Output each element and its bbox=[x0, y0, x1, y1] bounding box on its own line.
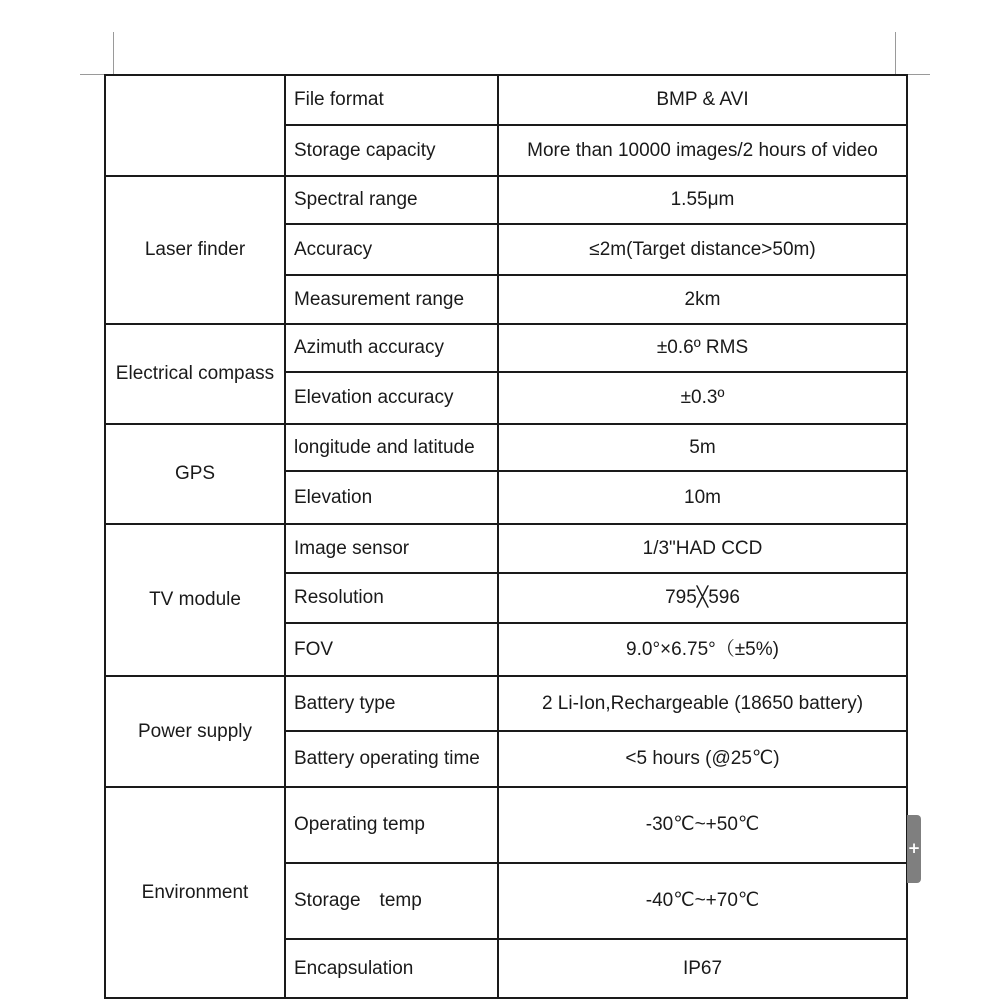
category-cell: Power supply bbox=[105, 676, 285, 787]
param-cell: Resolution bbox=[285, 573, 498, 623]
param-cell: longitude and latitude bbox=[285, 424, 498, 471]
param-cell: File format bbox=[285, 75, 498, 125]
value-cell: 2 Li-Ion,Rechargeable (18650 battery) bbox=[498, 676, 907, 731]
spec-table bbox=[104, 74, 908, 999]
value-cell: -30℃~+50℃ bbox=[498, 787, 907, 863]
expand-side-tab[interactable] bbox=[907, 815, 921, 883]
category-cell: Environment bbox=[105, 787, 285, 998]
category-cell: Laser finder bbox=[105, 176, 285, 324]
value-cell: ±0.6º RMS bbox=[498, 324, 907, 372]
param-cell: Measurement range bbox=[285, 275, 498, 324]
param-cell: Operating temp bbox=[285, 787, 498, 863]
value-cell: 2km bbox=[498, 275, 907, 324]
param-cell: Accuracy bbox=[285, 224, 498, 275]
crop-mark-left-vertical bbox=[113, 32, 114, 74]
plus-icon[interactable]: + bbox=[907, 839, 921, 857]
value-cell: 1/3"HAD CCD bbox=[498, 524, 907, 573]
table-row bbox=[105, 676, 907, 731]
value-cell: 9.0°×6.75°（±5%) bbox=[498, 623, 907, 676]
param-cell: Image sensor bbox=[285, 524, 498, 573]
table-row bbox=[105, 787, 907, 863]
category-cell: GPS bbox=[105, 424, 285, 524]
param-cell: FOV bbox=[285, 623, 498, 676]
param-cell: Encapsulation bbox=[285, 939, 498, 998]
crop-mark-right-horizontal bbox=[906, 74, 930, 75]
param-cell: Battery type bbox=[285, 676, 498, 731]
value-cell: 5m bbox=[498, 424, 907, 471]
category-cell: TV module bbox=[105, 524, 285, 676]
param-cell: Spectral range bbox=[285, 176, 498, 224]
crop-mark-right-vertical bbox=[895, 32, 896, 74]
param-cell: Elevation accuracy bbox=[285, 372, 498, 424]
table-row bbox=[105, 524, 907, 573]
param-cell: Battery operating time bbox=[285, 731, 498, 787]
param-cell: Storage capacity bbox=[285, 125, 498, 176]
param-cell: Azimuth accuracy bbox=[285, 324, 498, 372]
value-cell: BMP & AVI bbox=[498, 75, 907, 125]
value-cell: 10m bbox=[498, 471, 907, 524]
value-cell: More than 10000 images/2 hours of video bbox=[498, 125, 907, 176]
value-cell: <5 hours (@25℃) bbox=[498, 731, 907, 787]
category-cell bbox=[105, 75, 285, 176]
category-cell: Electrical compass bbox=[105, 324, 285, 424]
table-row bbox=[105, 324, 907, 372]
value-cell: ±0.3º bbox=[498, 372, 907, 424]
table-row bbox=[105, 424, 907, 471]
table-row bbox=[105, 75, 907, 125]
param-cell: Storage temp bbox=[285, 863, 498, 939]
value-cell: 1.55μm bbox=[498, 176, 907, 224]
value-cell: -40℃~+70℃ bbox=[498, 863, 907, 939]
table-row bbox=[105, 176, 907, 224]
param-cell: Elevation bbox=[285, 471, 498, 524]
value-cell: IP67 bbox=[498, 939, 907, 998]
value-cell: 795╳596 bbox=[498, 573, 907, 623]
value-cell: ≤2m(Target distance>50m) bbox=[498, 224, 907, 275]
